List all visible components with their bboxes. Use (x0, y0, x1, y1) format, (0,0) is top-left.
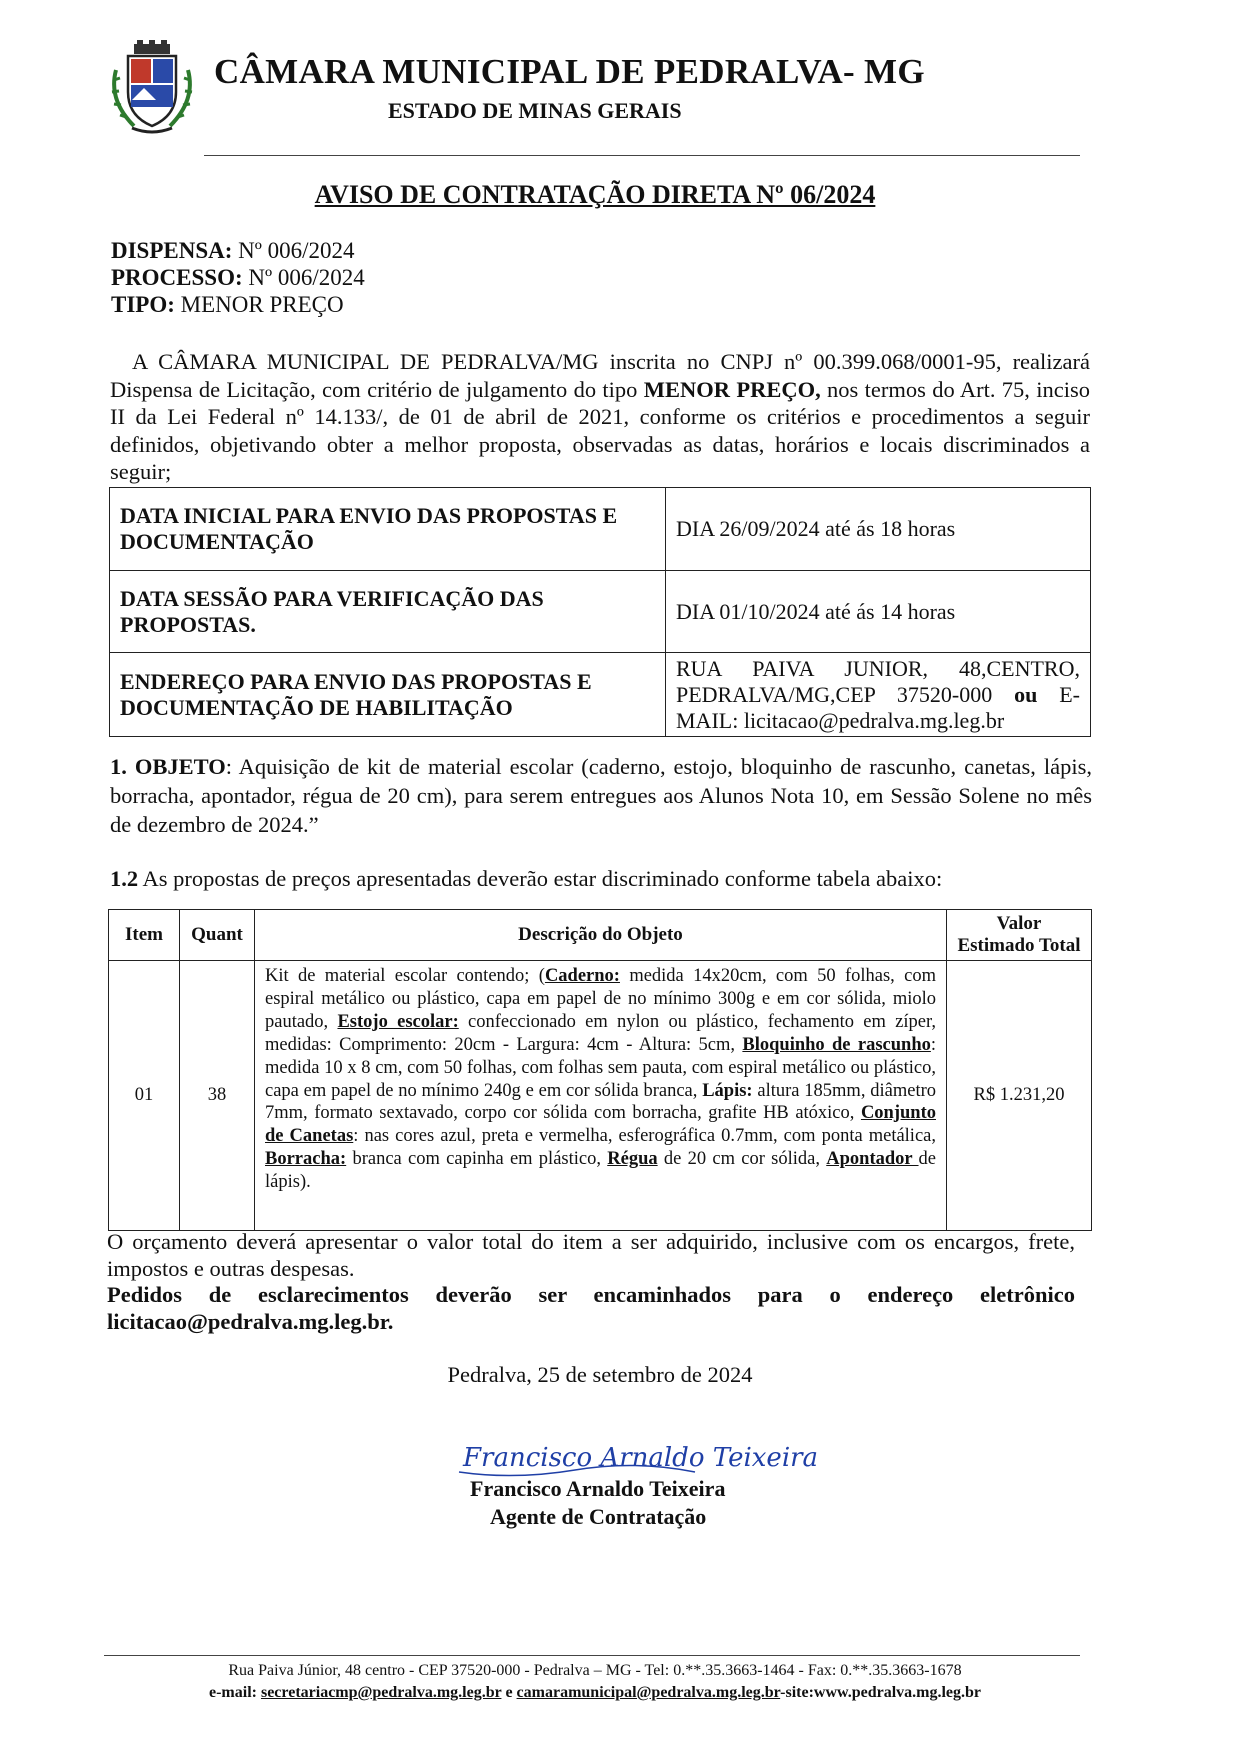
processo-value: Nº 006/2024 (248, 265, 365, 290)
desc-lapis: Lápis: (702, 1080, 753, 1101)
address-text: RUA PAIVA JUNIOR, 48,CENTRO, PEDRALVA/MG,CEP 37520-000 (676, 655, 1080, 707)
footer-email-1[interactable]: secretariacmp@pedralva.mg.leg.br (260, 1684, 502, 1701)
address-email: E-MAIL: licitacao@pedralva.mg.leg.br (676, 681, 1080, 733)
header-divider (204, 155, 1080, 156)
items-table (108, 909, 1092, 1231)
items-header-row (109, 910, 1092, 961)
section-1-2-label: 1.2 (110, 866, 139, 891)
schedule-value: DIA 26/09/2024 até ás 18 horas (666, 488, 1091, 571)
item-number: 01 (109, 961, 180, 1231)
objeto-paragraph (110, 752, 1092, 839)
clarification-note: Pedidos de esclarecimentos deverão ser encaminhados para o endereço eletrônico licitacao@pedralva.mg.leg.br. (107, 1282, 1075, 1334)
intro-bold: MENOR PREÇO, (643, 376, 821, 402)
item-description (255, 961, 947, 1231)
footer-divider (104, 1655, 1080, 1656)
col-quant-header: Quant (180, 910, 255, 961)
desc-text: medida 14x20cm, com 50 folhas, com espiral metálico ou plástico, capa em papel de no mínimo 300g e em cor sólida, miolo pautado, (265, 966, 937, 1032)
date-line: Pedralva, 25 de setembro de 2024 (447, 1362, 753, 1387)
tipo-label: TIPO: (111, 292, 175, 317)
desc-borracha: Borracha: (265, 1149, 347, 1170)
tipo-value: MENOR PREÇO (180, 292, 344, 317)
footer-email-and: e (501, 1684, 517, 1701)
intro-paragraph (110, 348, 1090, 486)
schedule-label: DATA SESSÃO PARA VERIFICAÇÃO DAS PROPOSTAS. (110, 571, 666, 653)
desc-text: altura 185mm, diâmetro 7mm, formato sextavado, corpo cor sólida com borracha, grafite HB atóxico, (265, 1080, 936, 1124)
intro-part2: nos termos do Art. 75, inciso II da Lei Federal nº 14.133/, de 01 de abril de 2021, conforme os critérios e procedimentos a seguir definidos, objetivando obter a melhor proposta, observadas as datas, horários e locais discriminados a seguir; (110, 376, 1090, 484)
meta-dispensa (111, 238, 355, 264)
schedule-label: DATA INICIAL PARA ENVIO DAS PROPOSTAS E DOCUMENTAÇÃO (110, 488, 666, 571)
col-item-header: Item (109, 910, 180, 961)
desc-regua: Régua (607, 1149, 658, 1170)
signatory-role: Agente de Contratação (490, 1504, 707, 1529)
notice-title: AVISO DE CONTRATAÇÃO DIRETA Nº 06/2024 (314, 180, 876, 209)
desc-text: Kit de material escolar contendo; ( (265, 966, 545, 986)
desc-text: : medida 10 x 8 cm, com 50 folhas, com folhas sem pauta, com espiral metálico ou plástico, capa em papel de no mínimo 240g e em cor sólida branca, (265, 1034, 937, 1101)
footer-email-2[interactable]: camaramunicipal@pedralva.mg.leg.br (516, 1684, 781, 1701)
table-row (109, 961, 1092, 1231)
schedule-row (110, 653, 1091, 737)
desc-text: : nas cores azul, preta e vermelha, esferográfica 0.7mm, com ponta metálica, (353, 1126, 936, 1147)
signatory-name: Francisco Arnaldo Teixeira (470, 1476, 726, 1501)
col-valor-header (947, 910, 1092, 961)
desc-text: de 20 cm cor sólida, (657, 1149, 827, 1170)
signature-image (455, 1432, 819, 1480)
schedule-table (109, 487, 1091, 737)
item-quantity: 38 (180, 961, 255, 1231)
desc-text: confeccionado em nylon ou plástico, fechamento em zíper, medidas: Comprimento: 20cm - Largura: 4cm - Altura: 5cm, (265, 1011, 936, 1055)
coat-of-arms-icon (104, 40, 200, 136)
footer-address: Rua Paiva Júnior, 48 centro - CEP 37520-000 - Pedralva – MG - Tel: 0.**.35.3663-1464 - Fax: 0.**.35.3663-1678 (228, 1662, 962, 1679)
desc-text: de lápis). (265, 1149, 937, 1193)
objeto-label: 1. OBJETO (110, 754, 226, 779)
intro-part1: A CÂMARA MUNICIPAL DE PEDRALVA/MG inscrita no CNPJ nº 00.399.068/0001-95, realizará Dispensa de Licitação, com critério de julgamento do tipo (110, 349, 1090, 402)
valor-header-line1: Valor (996, 913, 1042, 934)
item-value: R$ 1.231,20 (947, 961, 1092, 1231)
schedule-value (666, 653, 1091, 737)
processo-label: PROCESSO: (111, 265, 243, 290)
institution-title: CÂMARA MUNICIPAL DE PEDRALVA- MG (214, 52, 925, 91)
desc-bloquinho: Bloquinho de rascunho (742, 1034, 931, 1055)
dispensa-label: DISPENSA: (111, 238, 233, 263)
footer-contacts (0, 1684, 1190, 1702)
section-1-2-text: As propostas de preços apresentadas deverão estar discriminado conforme tabela abaixo: (138, 866, 943, 891)
schedule-label: ENDEREÇO PARA ENVIO DAS PROPOSTAS E DOCUMENTAÇÃO DE HABILITAÇÃO (110, 653, 666, 737)
desc-apontador: Apontador (826, 1149, 919, 1170)
signature-handwriting: Francisco Arnaldo Teixeira (463, 1443, 819, 1473)
meta-tipo (111, 292, 344, 318)
dispensa-value: Nº 006/2024 (238, 238, 355, 263)
col-desc-header: Descrição do Objeto (255, 910, 947, 961)
footer-email-label: e-mail: (208, 1684, 261, 1701)
footer-site[interactable]: -site:www.pedralva.mg.leg.br (780, 1684, 982, 1701)
desc-text: branca com capinha em plástico, (346, 1149, 608, 1170)
desc-caderno: Caderno: (544, 966, 620, 986)
valor-header-line2: Estimado Total (957, 935, 1081, 956)
schedule-row (110, 488, 1091, 571)
schedule-value: DIA 01/10/2024 até ás 14 horas (666, 571, 1091, 653)
address-or: ou (1014, 681, 1038, 707)
desc-canetas: Conjunto de Canetas (265, 1103, 936, 1147)
state-subtitle: ESTADO DE MINAS GERAIS (388, 98, 682, 123)
section-1-2 (110, 866, 942, 892)
schedule-row (110, 571, 1091, 653)
objeto-text: : Aquisição de kit de material escolar (caderno, estojo, bloquinho de rascunho, canetas, lápis, borracha, apontador, régua de 20 cm), para serem entregues aos Alunos Nota 10, em Sessão Solene no mês de dezembro de 2024.” (110, 754, 1092, 837)
meta-processo (111, 265, 365, 291)
budget-note: O orçamento deverá apresentar o valor total do item a ser adquirido, inclusive com os encargos, frete, impostos e outras despesas. (107, 1229, 1075, 1281)
desc-estojo: Estojo escolar: (337, 1011, 459, 1032)
